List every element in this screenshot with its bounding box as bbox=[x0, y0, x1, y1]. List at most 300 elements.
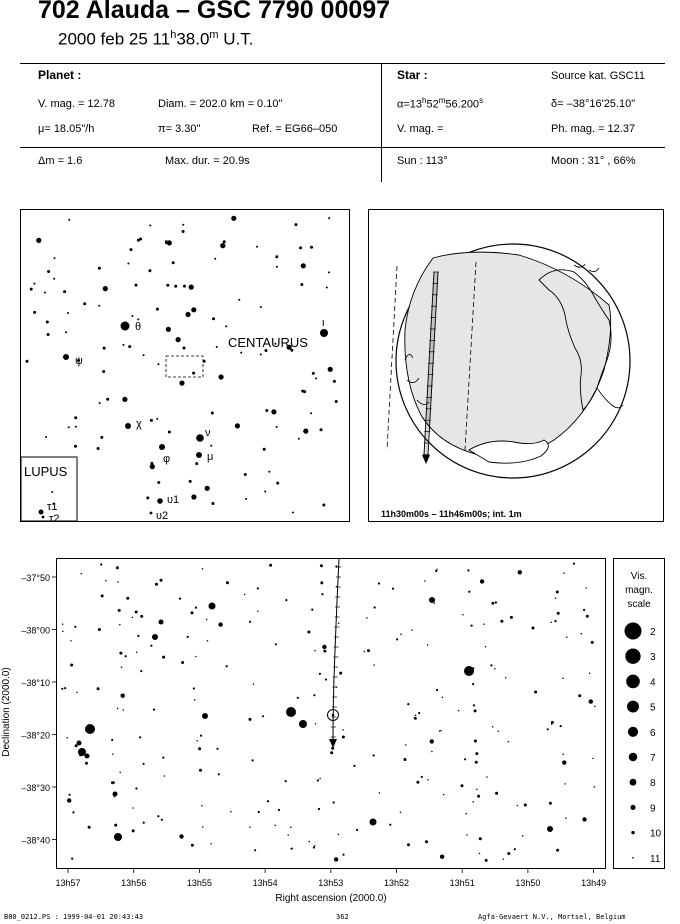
field-star bbox=[474, 740, 477, 743]
field-star bbox=[75, 744, 78, 747]
field-star bbox=[216, 748, 218, 750]
field-star bbox=[421, 776, 423, 778]
background-star bbox=[33, 311, 36, 314]
background-star bbox=[216, 346, 218, 348]
background-star bbox=[205, 486, 210, 491]
magnitude-scale-svg bbox=[614, 559, 664, 868]
field-star bbox=[202, 568, 204, 570]
field-star bbox=[491, 602, 494, 605]
field-star bbox=[547, 728, 549, 730]
field-star bbox=[333, 801, 335, 803]
background-star bbox=[148, 269, 151, 272]
background-star bbox=[65, 331, 67, 333]
field-star bbox=[436, 689, 438, 691]
background-star bbox=[176, 337, 181, 342]
background-star bbox=[172, 261, 175, 264]
named-star-5 bbox=[159, 444, 165, 450]
x-tick-label: 13h52 bbox=[383, 878, 410, 888]
field-star bbox=[551, 723, 553, 725]
background-star bbox=[312, 372, 315, 375]
bright-field-star bbox=[429, 597, 435, 603]
field-star bbox=[404, 758, 407, 761]
background-star bbox=[189, 480, 192, 483]
field-star bbox=[494, 668, 496, 670]
field-star bbox=[198, 747, 201, 750]
background-star bbox=[299, 246, 302, 249]
header-divider bbox=[20, 63, 665, 64]
field-star bbox=[407, 843, 410, 846]
field-star bbox=[479, 837, 482, 840]
scale-title-vis: Vis. bbox=[630, 571, 648, 582]
background-star bbox=[292, 512, 294, 514]
max-duration: Max. dur. = 20.9s bbox=[165, 155, 250, 167]
background-star bbox=[156, 418, 158, 420]
background-star bbox=[235, 423, 240, 428]
field-star bbox=[315, 723, 317, 725]
background-star bbox=[223, 240, 226, 243]
planet-reference: Ref. = EG66–050 bbox=[252, 123, 338, 135]
scale-label: 10 bbox=[650, 828, 662, 840]
field-star bbox=[111, 739, 113, 741]
background-star bbox=[301, 263, 306, 268]
star-phmag: Ph. mag. = 12.37 bbox=[551, 123, 636, 135]
field-star bbox=[524, 804, 527, 807]
background-star bbox=[130, 248, 133, 251]
named-star-label: ν bbox=[205, 427, 211, 439]
field-of-view-box bbox=[166, 356, 203, 377]
field-star bbox=[140, 670, 142, 672]
field-star bbox=[424, 580, 426, 582]
scale-title-scale: scale bbox=[627, 599, 651, 610]
named-star-label: ψ bbox=[75, 355, 83, 367]
field-star bbox=[287, 834, 289, 836]
footer-page-number: 362 bbox=[336, 913, 349, 921]
field-star bbox=[72, 811, 74, 813]
background-star bbox=[103, 347, 106, 350]
background-star bbox=[276, 266, 278, 268]
field-star bbox=[230, 811, 232, 813]
field-star bbox=[505, 677, 507, 679]
star-declination: δ= –38°16'25.10" bbox=[551, 98, 636, 110]
field-star bbox=[468, 591, 470, 593]
field-star bbox=[342, 854, 344, 856]
field-star bbox=[119, 624, 121, 626]
background-star bbox=[127, 263, 129, 265]
field-star bbox=[226, 581, 229, 584]
field-star bbox=[267, 800, 269, 802]
background-star bbox=[137, 239, 140, 242]
scale-dot bbox=[627, 701, 639, 713]
field-star bbox=[378, 582, 380, 584]
field-star bbox=[578, 694, 581, 697]
field-star bbox=[373, 664, 375, 666]
background-star bbox=[212, 317, 215, 320]
field-star bbox=[323, 650, 326, 653]
field-star bbox=[118, 609, 121, 612]
background-star bbox=[191, 307, 196, 312]
field-star bbox=[405, 744, 407, 746]
background-star bbox=[53, 278, 55, 280]
named-star-label: τ2 bbox=[49, 513, 60, 521]
field-star bbox=[88, 826, 91, 829]
background-star bbox=[238, 299, 240, 301]
field-star bbox=[550, 621, 552, 623]
background-star bbox=[97, 447, 100, 450]
field-star bbox=[69, 794, 71, 796]
field-star bbox=[117, 708, 119, 710]
background-star bbox=[294, 223, 297, 226]
field-star bbox=[85, 762, 88, 765]
field-star bbox=[374, 606, 376, 608]
column-divider bbox=[381, 64, 382, 182]
background-star bbox=[244, 473, 247, 476]
bright-field-star bbox=[85, 724, 95, 734]
background-star bbox=[36, 238, 41, 243]
field-star bbox=[274, 825, 276, 827]
target-star bbox=[332, 714, 335, 717]
background-star bbox=[150, 464, 155, 469]
field-star bbox=[562, 760, 566, 764]
background-star bbox=[182, 224, 184, 226]
field-star bbox=[291, 848, 293, 850]
field-star bbox=[112, 753, 114, 755]
background-star bbox=[143, 354, 145, 356]
field-star bbox=[194, 699, 196, 701]
field-star bbox=[187, 636, 189, 638]
field-star bbox=[462, 614, 464, 616]
field-star bbox=[207, 640, 209, 642]
background-star bbox=[51, 491, 53, 493]
scale-dot bbox=[626, 675, 640, 689]
field-star bbox=[522, 835, 524, 837]
x-tick-label: 13h50 bbox=[515, 878, 541, 888]
field-star bbox=[117, 581, 119, 583]
background-star bbox=[320, 428, 323, 431]
field-star bbox=[196, 740, 198, 742]
field-star bbox=[249, 718, 252, 721]
background-star bbox=[276, 482, 279, 485]
field-star bbox=[161, 819, 163, 821]
field-star bbox=[313, 694, 315, 696]
field-star bbox=[71, 858, 73, 860]
named-star-8 bbox=[150, 512, 153, 515]
field-star bbox=[477, 795, 480, 798]
field-star bbox=[483, 623, 485, 625]
background-star bbox=[128, 345, 131, 348]
bright-field-star bbox=[159, 620, 164, 625]
background-star bbox=[264, 491, 266, 493]
field-star bbox=[181, 661, 184, 664]
background-star bbox=[219, 374, 224, 379]
field-star bbox=[137, 635, 139, 637]
background-star bbox=[265, 409, 268, 412]
field-star bbox=[317, 779, 319, 781]
field-star bbox=[320, 564, 323, 567]
globe-caption: 11h30m00s – 11h46m00s; int. 1m bbox=[381, 509, 522, 519]
field-star bbox=[249, 621, 251, 623]
field-star bbox=[556, 591, 559, 594]
field-star bbox=[435, 570, 437, 572]
field-star bbox=[136, 651, 138, 653]
field-star bbox=[132, 617, 134, 619]
field-star bbox=[594, 706, 596, 708]
field-star bbox=[226, 665, 228, 667]
planet-motion: μ= 18.05"/h bbox=[38, 123, 95, 135]
field-star bbox=[534, 691, 537, 694]
field-star bbox=[139, 736, 141, 738]
field-star bbox=[411, 629, 413, 631]
background-star bbox=[263, 448, 266, 451]
background-star bbox=[106, 398, 109, 401]
background-star bbox=[156, 308, 159, 311]
named-star-7 bbox=[157, 498, 163, 504]
field-star bbox=[81, 573, 83, 575]
field-star bbox=[314, 650, 316, 652]
field-star bbox=[119, 652, 122, 655]
field-star bbox=[554, 620, 556, 622]
field-star bbox=[439, 730, 441, 732]
field-star bbox=[320, 581, 323, 584]
background-star bbox=[100, 436, 103, 439]
background-star bbox=[210, 445, 212, 447]
field-star bbox=[290, 827, 292, 829]
field-star bbox=[594, 786, 596, 788]
field-star bbox=[319, 673, 321, 675]
named-star-2 bbox=[63, 354, 69, 360]
field-star bbox=[195, 656, 197, 658]
field-star bbox=[440, 855, 444, 859]
background-star bbox=[301, 390, 304, 393]
named-star-label: φ bbox=[163, 453, 171, 465]
field-star bbox=[400, 811, 402, 813]
planet-heading: Planet : bbox=[38, 68, 82, 82]
named-star-3 bbox=[125, 423, 131, 429]
constellation-background-stars bbox=[26, 216, 338, 514]
field-star bbox=[307, 631, 310, 634]
background-star bbox=[157, 363, 159, 365]
field-star bbox=[582, 817, 586, 821]
scale-dot bbox=[625, 623, 642, 640]
field-star bbox=[257, 611, 259, 613]
field-star bbox=[143, 763, 145, 765]
background-star bbox=[46, 321, 49, 324]
field-star bbox=[471, 625, 473, 627]
scale-label: 6 bbox=[650, 727, 656, 739]
field-star bbox=[61, 688, 63, 690]
field-star bbox=[367, 649, 370, 652]
field-star bbox=[389, 824, 391, 826]
field-star bbox=[119, 772, 121, 774]
field-star bbox=[556, 849, 559, 852]
star-right-ascension: $\alpha=13^h52^m56.200^s$ bbox=[397, 96, 484, 111]
field-star bbox=[555, 597, 557, 599]
field-star bbox=[467, 569, 469, 571]
field-star bbox=[70, 640, 72, 642]
background-star bbox=[74, 416, 77, 419]
field-star bbox=[74, 626, 76, 628]
field-star bbox=[114, 824, 117, 827]
field-star bbox=[162, 757, 164, 759]
background-star bbox=[328, 271, 330, 273]
field-star bbox=[153, 709, 155, 711]
planet-track-ticks bbox=[331, 567, 341, 737]
field-star bbox=[510, 616, 513, 619]
x-tick-label: 13h56 bbox=[121, 878, 147, 888]
field-star bbox=[179, 834, 183, 838]
field-star bbox=[472, 801, 474, 803]
moon-info: Moon : 31° , 66% bbox=[551, 155, 636, 167]
background-star bbox=[30, 288, 33, 291]
field-star bbox=[560, 725, 562, 727]
background-star bbox=[195, 462, 198, 465]
background-star bbox=[54, 257, 56, 259]
background-star bbox=[149, 225, 151, 227]
field-star bbox=[472, 683, 474, 685]
field-star bbox=[442, 697, 444, 699]
background-star bbox=[168, 431, 171, 434]
background-star bbox=[276, 426, 278, 428]
field-star bbox=[474, 709, 477, 712]
field-star bbox=[121, 694, 125, 698]
field-star bbox=[458, 710, 460, 712]
field-star bbox=[353, 765, 355, 767]
x-axis-label: Right ascension (2000.0) bbox=[275, 893, 387, 904]
named-star-label: μ bbox=[207, 451, 214, 463]
background-star bbox=[225, 325, 227, 327]
field-star bbox=[79, 753, 82, 756]
field-star bbox=[318, 808, 320, 810]
background-star bbox=[182, 230, 185, 233]
named-star-4 bbox=[196, 434, 204, 442]
scale-title-magn: magn. bbox=[625, 585, 653, 596]
field-star bbox=[275, 643, 277, 645]
field-star bbox=[485, 646, 487, 648]
field-star bbox=[164, 775, 166, 777]
field-star bbox=[179, 598, 181, 600]
field-star bbox=[140, 615, 143, 618]
background-star bbox=[191, 494, 196, 499]
scale-label: 7 bbox=[650, 753, 656, 764]
field-star bbox=[105, 580, 107, 582]
background-star bbox=[220, 243, 225, 248]
field-star bbox=[464, 758, 466, 760]
field-star bbox=[416, 781, 419, 784]
background-star bbox=[211, 412, 214, 415]
field-star bbox=[586, 615, 589, 618]
globe-panel bbox=[368, 209, 664, 522]
field-star bbox=[195, 607, 197, 609]
label-lupus: LUPUS bbox=[24, 464, 68, 479]
field-star bbox=[485, 859, 488, 862]
star-chart-svg bbox=[57, 559, 605, 868]
field-star bbox=[495, 792, 498, 795]
star-chart bbox=[56, 558, 606, 869]
field-star bbox=[193, 687, 195, 689]
y-tick-label: –38°10 bbox=[21, 678, 50, 688]
background-star bbox=[310, 412, 312, 414]
field-star bbox=[62, 630, 64, 632]
y-tick-label: –38°20 bbox=[21, 730, 50, 741]
field-star bbox=[472, 667, 474, 669]
background-star bbox=[186, 312, 191, 317]
scale-label: 5 bbox=[650, 702, 656, 714]
field-star bbox=[258, 811, 260, 813]
field-star bbox=[518, 570, 522, 574]
field-star bbox=[486, 776, 488, 778]
named-star-1 bbox=[320, 329, 328, 337]
named-star-0 bbox=[121, 322, 130, 331]
field-star bbox=[581, 633, 583, 635]
bright-field-star bbox=[152, 634, 158, 640]
field-star bbox=[562, 677, 564, 679]
field-star bbox=[563, 572, 565, 574]
bright-field-star bbox=[85, 754, 90, 759]
field-star bbox=[475, 761, 478, 764]
event-datetime: 2000 feb 25 11$^h$38.0$^m$ U.T. bbox=[58, 29, 254, 49]
field-star bbox=[414, 717, 417, 720]
field-star bbox=[69, 801, 71, 803]
field-star bbox=[244, 594, 246, 596]
field-star bbox=[116, 566, 119, 569]
field-star bbox=[495, 601, 497, 603]
background-star bbox=[298, 438, 300, 440]
field-star bbox=[392, 588, 394, 590]
field-star bbox=[253, 683, 255, 685]
scale-label: 2 bbox=[650, 627, 656, 638]
field-star bbox=[325, 678, 327, 680]
background-star bbox=[174, 285, 177, 288]
scale-dot bbox=[631, 831, 634, 834]
field-star bbox=[330, 751, 333, 754]
field-star bbox=[492, 726, 494, 728]
globe-svg bbox=[369, 210, 663, 521]
background-star bbox=[166, 327, 171, 332]
field-star bbox=[160, 579, 163, 582]
field-star bbox=[479, 853, 481, 855]
planet-vmag: V. mag. = 12.78 bbox=[38, 98, 115, 110]
field-star bbox=[126, 597, 129, 600]
label-centaurus: CENTAURUS bbox=[228, 335, 308, 350]
background-star bbox=[131, 315, 133, 317]
field-star bbox=[199, 769, 202, 772]
field-star bbox=[100, 563, 102, 565]
page-title: 702 Alauda – GSC 7790 00097 bbox=[38, 0, 391, 24]
background-star bbox=[98, 267, 101, 270]
constellation-map-svg bbox=[21, 210, 349, 521]
field-star bbox=[132, 829, 135, 832]
field-star bbox=[338, 834, 340, 836]
scale-dot bbox=[628, 727, 638, 737]
field-star bbox=[490, 664, 492, 666]
background-star bbox=[75, 426, 77, 428]
magnitude-drop: Δm = 1.6 bbox=[38, 155, 83, 167]
scale-items bbox=[625, 623, 662, 865]
background-star bbox=[256, 246, 258, 248]
field-star bbox=[549, 802, 552, 805]
background-star bbox=[98, 305, 100, 307]
field-star bbox=[585, 587, 587, 589]
field-star bbox=[123, 709, 125, 711]
field-star bbox=[297, 697, 299, 699]
field-star bbox=[475, 752, 478, 755]
scale-label: 3 bbox=[650, 652, 656, 664]
field-star bbox=[313, 846, 315, 848]
field-star bbox=[532, 627, 535, 630]
background-star bbox=[122, 397, 127, 402]
scale-dot bbox=[630, 779, 637, 786]
x-tick-label: 13h57 bbox=[55, 878, 81, 888]
background-star bbox=[260, 354, 262, 356]
